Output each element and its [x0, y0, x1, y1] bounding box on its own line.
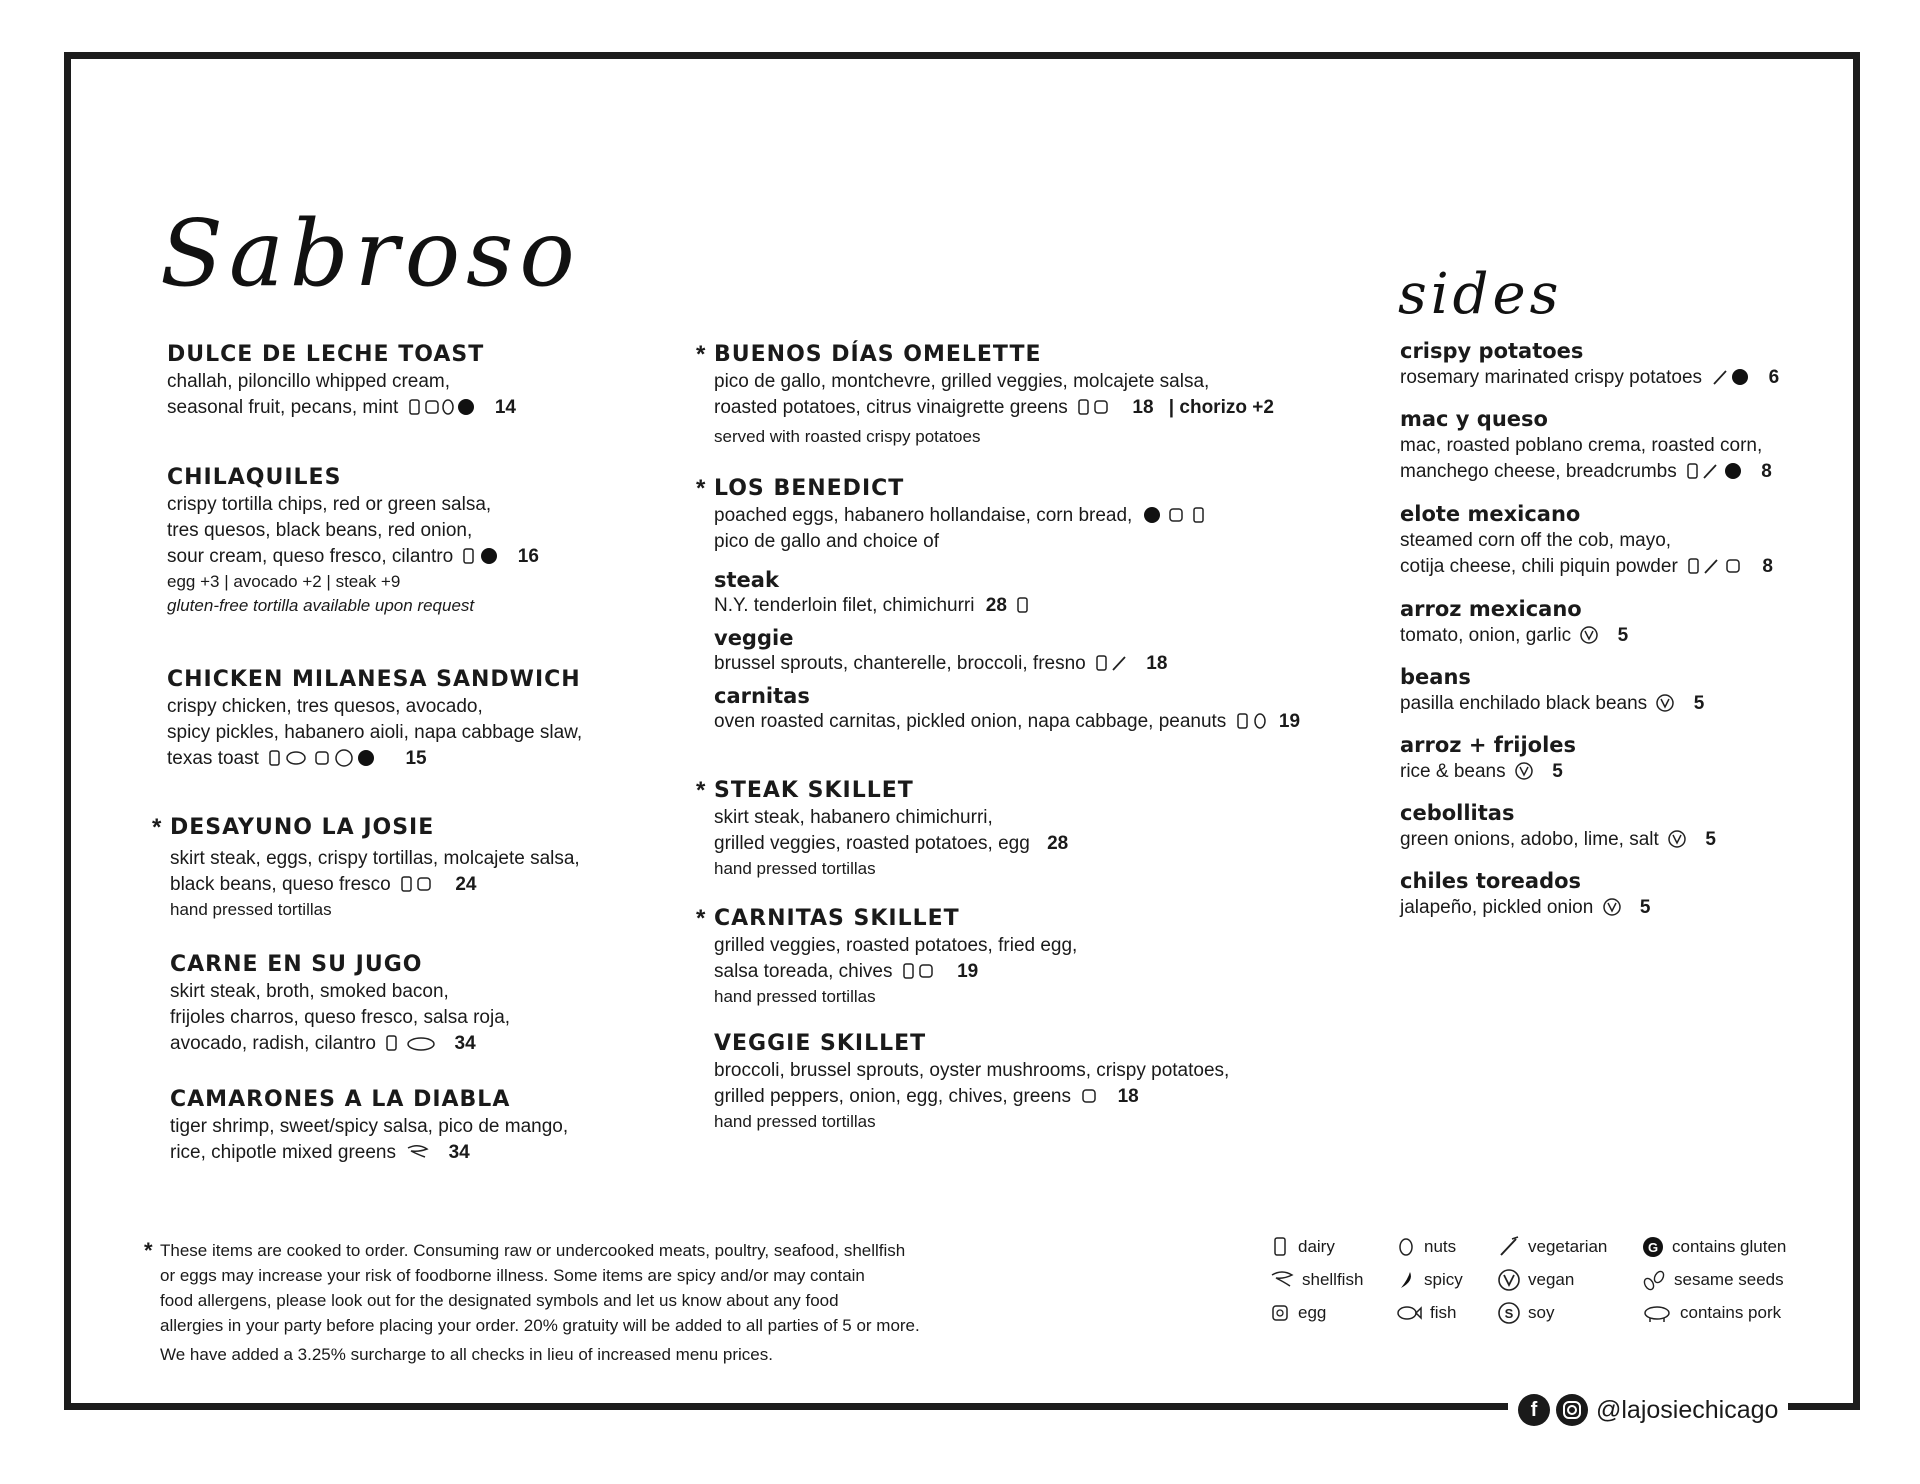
legend-gluten: G contains gluten — [1642, 1236, 1786, 1258]
side-price: 8 — [1761, 461, 1772, 482]
allergen-icons — [408, 398, 478, 416]
side-name: mac y queso — [1400, 407, 1548, 431]
menu-item — [167, 464, 539, 618]
menu-item — [170, 1086, 568, 1166]
item-desc: challah, piloncillo whipped cream, — [167, 371, 451, 392]
option-carnitas — [714, 683, 1300, 735]
legend-egg: egg — [1270, 1302, 1326, 1324]
item-price: 18 — [1117, 1086, 1139, 1107]
legend-spicy: spicy — [1396, 1269, 1463, 1291]
allergen-icons — [1687, 557, 1745, 575]
side-desc: cotija cheese, chili piquin powder — [1400, 556, 1678, 577]
option-desc: brussel sprouts, chanterelle, broccoli, fresno — [714, 653, 1086, 674]
sides-title: sides — [1398, 262, 1563, 327]
allergen-icons — [902, 962, 940, 980]
option-price: 28 — [985, 595, 1007, 616]
side-item — [1400, 800, 1716, 853]
item-name: CHILAQUILES — [167, 465, 342, 490]
item-desc: pico de gallo and choice of — [714, 531, 939, 552]
disclaimer — [144, 1238, 1020, 1367]
side-price: 5 — [1639, 897, 1651, 918]
social-handle[interactable] — [1508, 1386, 1788, 1434]
item-name: DULCE DE LECHE TOAST — [167, 342, 485, 367]
allergen-icons — [1711, 368, 1751, 386]
item-desc: pico de gallo, montchevre, grilled veggies, molcajete salsa, — [714, 371, 1210, 392]
allergen-icons — [462, 547, 500, 565]
option-desc: oven roasted carnitas, pickled onion, napa cabbage, peanuts — [714, 711, 1227, 732]
side-name: crispy potatoes — [1400, 339, 1584, 363]
item-desc: broccoli, brussel sprouts, oyster mushrooms, crispy potatoes, — [714, 1060, 1230, 1081]
item-desc: frijoles charros, queso fresco, salsa roja, — [170, 1007, 511, 1028]
menu-item — [696, 777, 1069, 881]
item-price: 24 — [455, 874, 477, 895]
legend-nuts: nuts — [1396, 1236, 1456, 1258]
raw-warning-star: * — [696, 341, 706, 368]
side-desc: mac, roasted poblano crema, roasted corn, — [1400, 435, 1763, 456]
menu-item — [696, 905, 1078, 1009]
shellfish-icon — [1270, 1269, 1294, 1291]
raw-warning-star: * — [152, 814, 162, 841]
item-desc: texas toast — [167, 748, 259, 769]
side-item — [1400, 732, 1576, 785]
option-name: steak — [714, 568, 779, 592]
disclaimer-line: food allergens, please look out for the designated symbols and let us know about any food — [160, 1291, 839, 1310]
vegan-icon — [1515, 762, 1535, 780]
side-desc: green onions, adobo, lime, salt — [1400, 829, 1659, 850]
allergen-icons — [400, 875, 438, 893]
spicy-icon — [1396, 1269, 1416, 1291]
legend-shellfish: shellfish — [1270, 1269, 1363, 1291]
disclaimer-line: allergies in your party before placing your order. 20% gratuity will be added to all parties of 5 or more. — [160, 1316, 920, 1335]
side-price: 6 — [1768, 367, 1780, 388]
item-desc: crispy chicken, tres quesos, avocado, — [167, 696, 483, 717]
side-desc: tomato, onion, garlic — [1400, 625, 1572, 646]
raw-warning-star: * — [696, 905, 706, 932]
allergen-icons — [1077, 398, 1115, 416]
item-desc: tres quesos, black beans, red onion, — [167, 520, 473, 541]
social-handle-text[interactable]: @lajosiechicago — [1596, 1395, 1779, 1424]
side-price: 5 — [1617, 625, 1629, 646]
shellfish-icon — [405, 1143, 431, 1161]
side-desc: jalapeño, pickled onion — [1400, 897, 1594, 918]
item-price: 19 — [957, 961, 979, 982]
item-name: DESAYUNO LA JOSIE — [170, 815, 435, 840]
item-note: hand pressed tortillas — [714, 859, 876, 878]
raw-warning-star: * — [696, 475, 706, 502]
item-note: hand pressed tortillas — [714, 1112, 876, 1131]
item-note: hand pressed tortillas — [714, 987, 876, 1006]
item-note: hand pressed tortillas — [170, 900, 332, 919]
item-name: VEGGIE SKILLET — [714, 1031, 927, 1056]
vegan-icon — [1668, 830, 1688, 848]
surcharge-note: We have added a 3.25% surcharge to all checks in lieu of increased menu prices. — [160, 1345, 773, 1364]
menu-item — [714, 1030, 1229, 1134]
side-name: cebollitas — [1400, 801, 1515, 825]
item-desc: salsa toreada, chives — [714, 961, 893, 982]
dairy-icon — [1016, 596, 1030, 614]
side-item — [1400, 664, 1704, 717]
item-name: CARNE EN SU JUGO — [170, 952, 423, 977]
disclaimer-line: These items are cooked to order. Consuming raw or undercooked meats, poultry, seafood, shellfish — [160, 1241, 906, 1260]
item-desc: poached eggs, habanero hollandaise, corn bread, — [714, 505, 1133, 526]
side-desc: rice & beans — [1400, 761, 1506, 782]
item-desc: black beans, queso fresco — [170, 874, 391, 895]
item-desc: crispy tortilla chips, red or green salsa, — [167, 494, 492, 515]
legend-vegan: vegan — [1498, 1269, 1574, 1291]
allergen-icons — [1686, 462, 1744, 480]
legend-fish: fish — [1396, 1302, 1456, 1324]
item-name: CHICKEN MILANESA SANDWICH — [167, 667, 581, 692]
menu-item — [696, 475, 1301, 735]
item-price: 15 — [405, 748, 427, 769]
pork-icon — [1642, 1302, 1672, 1324]
menu-item — [696, 341, 1274, 449]
side-price: 5 — [1552, 761, 1563, 782]
item-desc: skirt steak, broth, smoked bacon, — [170, 981, 449, 1002]
menu-item — [167, 666, 582, 772]
item-name: BUENOS DÍAS OMELETTE — [714, 342, 1042, 367]
soy-icon — [1498, 1302, 1520, 1324]
option-price: 18 — [1146, 653, 1168, 674]
option-name: carnitas — [714, 684, 810, 708]
item-desc: grilled veggies, roasted potatoes, egg — [714, 833, 1030, 854]
option-steak — [714, 567, 1300, 619]
item-note: gluten-free tortilla available upon request — [167, 596, 475, 615]
item-name: LOS BENEDICT — [714, 476, 905, 501]
menu-item — [152, 814, 580, 922]
option-veggie — [714, 625, 1300, 677]
svg-text:G: G — [1647, 1240, 1659, 1255]
vegan-icon — [1656, 694, 1676, 712]
vegan-icon — [1498, 1269, 1520, 1291]
allergen-icons — [385, 1034, 437, 1052]
item-price: 16 — [517, 546, 539, 567]
option-price: 19 — [1278, 711, 1301, 732]
facebook-icon[interactable]: f — [1518, 1394, 1550, 1426]
brand-title: Sabroso — [160, 200, 581, 307]
dairy-icon — [1270, 1236, 1290, 1258]
legend-pork: contains pork — [1642, 1302, 1781, 1324]
item-desc: tiger shrimp, sweet/spicy salsa, pico de mango, — [170, 1116, 569, 1137]
item-price: 34 — [454, 1033, 476, 1054]
side-item — [1400, 596, 1628, 649]
item-desc: grilled veggies, roasted potatoes, fried egg, — [714, 935, 1078, 956]
side-price: 5 — [1705, 829, 1716, 850]
allergen-icons — [1236, 712, 1270, 730]
side-item — [1400, 406, 1772, 485]
side-desc: rosemary marinated crispy potatoes — [1400, 367, 1703, 388]
allergen-icons — [268, 749, 388, 767]
option-desc: N.Y. tenderloin filet, chimichurri — [714, 595, 975, 616]
side-item — [1400, 338, 1779, 391]
item-name: STEAK SKILLET — [714, 778, 914, 803]
side-name: chiles toreados — [1400, 869, 1582, 893]
item-price: 34 — [448, 1142, 470, 1163]
item-price: 28 — [1047, 833, 1069, 854]
nuts-icon — [1396, 1236, 1416, 1258]
side-price: 5 — [1693, 693, 1705, 714]
egg-icon — [1270, 1302, 1290, 1324]
legend-soy: S soy — [1498, 1302, 1554, 1324]
allergen-icons — [1142, 506, 1210, 524]
gluten-icon — [1642, 1236, 1664, 1258]
disclaimer-star: * — [144, 1238, 153, 1263]
item-desc: skirt steak, habanero chimichurri, — [714, 807, 993, 828]
vegetarian-icon — [1498, 1236, 1520, 1258]
side-desc: manchego cheese, breadcrumbs — [1400, 461, 1677, 482]
item-desc: grilled peppers, onion, egg, chives, greens — [714, 1086, 1072, 1107]
sesame-icon — [1642, 1269, 1666, 1291]
side-name: arroz + frijoles — [1400, 733, 1577, 757]
legend-sesame: sesame seeds — [1642, 1269, 1784, 1291]
side-price: 8 — [1762, 556, 1773, 577]
item-desc: skirt steak, eggs, crispy tortillas, molcajete salsa, — [170, 848, 580, 869]
side-desc: pasilla enchilado black beans — [1400, 693, 1648, 714]
disclaimer-line: or eggs may increase your risk of foodborne illness. Some items are spicy and/or may contain — [160, 1266, 865, 1285]
side-name: elote mexicano — [1400, 502, 1581, 526]
item-desc: sour cream, queso fresco, cilantro — [167, 546, 454, 567]
legend-dairy: dairy — [1270, 1236, 1335, 1258]
item-desc: rice, chipotle mixed greens — [170, 1142, 396, 1163]
menu-item — [167, 341, 516, 421]
legend-vegetarian: vegetarian — [1498, 1236, 1607, 1258]
item-desc: roasted potatoes, citrus vinaigrette greens — [714, 397, 1068, 418]
item-price: 14 — [494, 397, 516, 418]
item-desc: avocado, radish, cilantro — [170, 1033, 376, 1054]
side-name: beans — [1400, 665, 1471, 689]
menu-item — [170, 951, 510, 1057]
item-name: CAMARONES A LA DIABLA — [170, 1087, 511, 1112]
side-item — [1400, 868, 1650, 921]
side-item — [1400, 501, 1773, 580]
egg-icon — [1080, 1087, 1100, 1105]
side-desc: steamed corn off the cob, mayo, — [1400, 530, 1672, 551]
vegan-icon — [1603, 898, 1623, 916]
vegan-icon — [1580, 626, 1600, 644]
allergen-icons — [1095, 654, 1129, 672]
option-name: veggie — [714, 626, 794, 650]
item-note: served with roasted crispy potatoes — [714, 427, 981, 446]
item-name: CARNITAS SKILLET — [714, 906, 960, 931]
item-extra: | chorizo +2 — [1168, 397, 1274, 418]
item-desc: seasonal fruit, pecans, mint — [167, 397, 399, 418]
side-name: arroz mexicano — [1400, 597, 1582, 621]
instagram-icon[interactable] — [1556, 1394, 1588, 1426]
fish-icon — [1396, 1302, 1422, 1324]
item-price: 18 — [1132, 397, 1154, 418]
item-desc: spicy pickles, habanero aioli, napa cabbage slaw, — [167, 722, 583, 743]
raw-warning-star: * — [696, 777, 706, 804]
item-addons: egg +3 | avocado +2 | steak +9 — [167, 572, 401, 591]
svg-text:S: S — [1504, 1306, 1514, 1321]
